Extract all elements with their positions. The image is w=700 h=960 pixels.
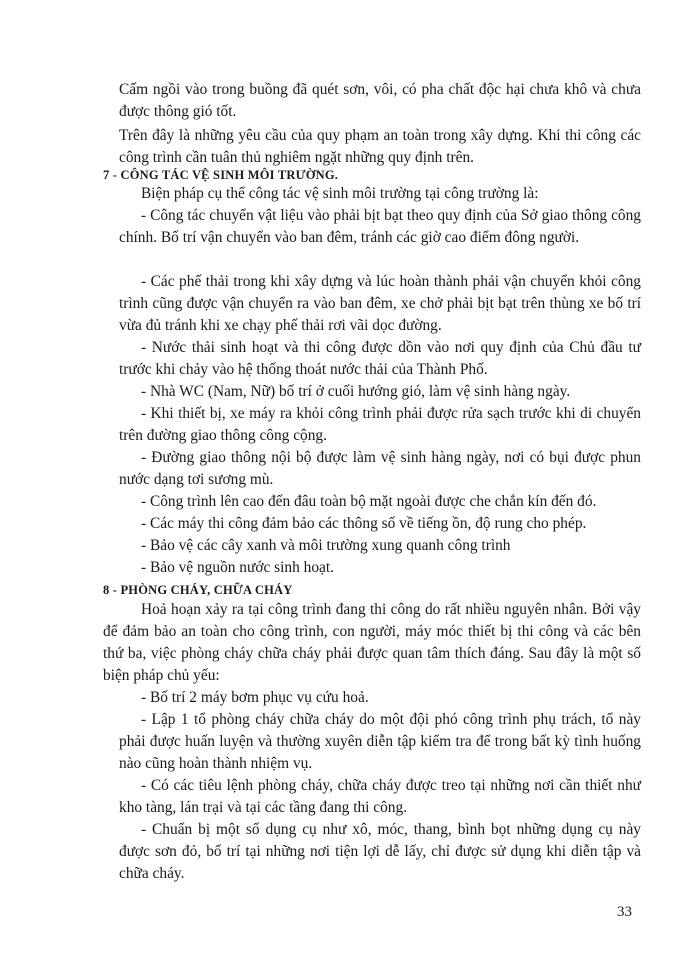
- text-block-2: [119, 125, 641, 169]
- text-block-14: [103, 599, 641, 687]
- text-block-4: [119, 205, 641, 249]
- text-block-6: [119, 337, 641, 381]
- page-number: 33: [617, 904, 632, 920]
- text-block-3: [119, 183, 641, 205]
- paragraph: - Chuẩn bị một số dụng cụ như xô, móc, thang, bình bọt những dụng cụ này được sơn đỏ, bố trí tại những nơi tiện lợi dễ lấy, chỉ được sử dụng khi diễn tập và chữa cháy.: [119, 821, 641, 882]
- paragraph: Cấm ngồi vào trong buồng đã quét sơn, vôi, có pha chất độc hại chưa khô và chưa được thông gió tốt.: [119, 81, 641, 120]
- section-heading: 7 - CÔNG TÁC VỆ SINH MÔI TRƯỜNG.: [103, 168, 339, 182]
- text-block-1: [119, 79, 641, 123]
- text-block-9: [119, 447, 641, 491]
- paragraph: - Công trình lên cao đến đâu toàn bộ mặt ngoài được che chắn kín đến đó.: [141, 493, 597, 510]
- paragraph: - Có các tiêu lệnh phòng cháy, chữa cháy được treo tại những nơi cần thiết như kho tàng, lán trại và tại các tầng đang thi công.: [119, 777, 641, 816]
- paragraph: Trên đây là những yêu cầu của quy phạm an toàn trong xây dựng. Khi thi công các công trình cần tuân thủ nghiêm ngặt những quy định trên.: [119, 127, 641, 166]
- paragraph: - Nhà WC (Nam, Nữ) bố trí ở cuối hướng gió, làm vệ sinh hàng ngày.: [141, 383, 571, 400]
- paragraph: Biện pháp cụ thể công tác vệ sinh môi trường tại công trường là:: [141, 185, 539, 202]
- text-block-7: [119, 381, 641, 403]
- text-block-13: [119, 557, 641, 579]
- paragraph: - Các máy thi công đảm bảo các thông số về tiếng ồn, độ rung cho phép.: [141, 515, 587, 532]
- text-block-15: [119, 687, 641, 709]
- text-block-10: [119, 491, 641, 513]
- paragraph: - Nước thải sinh hoạt và thi công được dồn vào nơi quy định của Chủ đầu tư trước khi chảy vào hệ thống thoát nước thải của Thành Phố.: [119, 339, 641, 378]
- paragraph: - Đường giao thông nội bộ được làm vệ sinh hàng ngày, nơi có bụi được phun nước dạng tơi sương mù.: [119, 449, 641, 488]
- paragraph: - Lập 1 tổ phòng cháy chữa cháy do một đội phó công trình phụ trách, tổ này phải được huấn luyện và thường xuyên diễn tập kiểm tra để trong bất kỳ tình huống nào cũng hoàn thành nhiệm vụ.: [119, 711, 641, 772]
- text-block-17: [119, 775, 641, 819]
- paragraph: - Các phế thải trong khi xây dựng và lúc hoàn thành phải vận chuyển khỏi công trình cũng được vận chuyển ra vào ban đêm, xe chở phải bịt bạt trên thùng xe bố trí vừa đủ tránh khi xe chạy phế thải rơi vãi dọc đường.: [119, 273, 641, 334]
- paragraph: - Bảo vệ nguồn nước sinh hoạt.: [141, 559, 335, 576]
- paragraph: - Bảo vệ các cây xanh và môi trường xung quanh công trình: [141, 537, 511, 554]
- paragraph: - Bố trí 2 máy bơm phục vụ cứu hoả.: [141, 689, 369, 706]
- section-heading-8: [103, 579, 625, 601]
- text-block-8: [119, 403, 641, 447]
- text-block-16: [119, 709, 641, 775]
- paragraph: Hoả hoạn xảy ra tại công trình đang thi công do rất nhiều nguyên nhân. Bởi vậy để đảm bảo an toàn cho công trình, con người, máy móc thiết bị thi công và các bên thứ ba, việc phòng cháy chữa cháy phải được quan tâm thích đáng. Sau đây là một số biện pháp chủ yếu:: [103, 601, 641, 684]
- text-block-11: [119, 513, 641, 535]
- text-block-18: [119, 819, 641, 885]
- text-block-5: [119, 271, 641, 337]
- text-block-12: [119, 535, 641, 557]
- paragraph: - Khi thiết bị, xe máy ra khỏi công trình phải được rửa sạch trước khi di chuyển trên đường giao thông công cộng.: [119, 405, 641, 444]
- paragraph: - Công tác chuyển vật liệu vào phải bịt bạt theo quy định của Sở giao thông công chính. Bố trí vận chuyển vào ban đêm, tránh các giờ cao điểm đông người.: [119, 207, 641, 246]
- section-heading: 8 - PHÒNG CHÁY, CHỮA CHÁY: [103, 583, 293, 597]
